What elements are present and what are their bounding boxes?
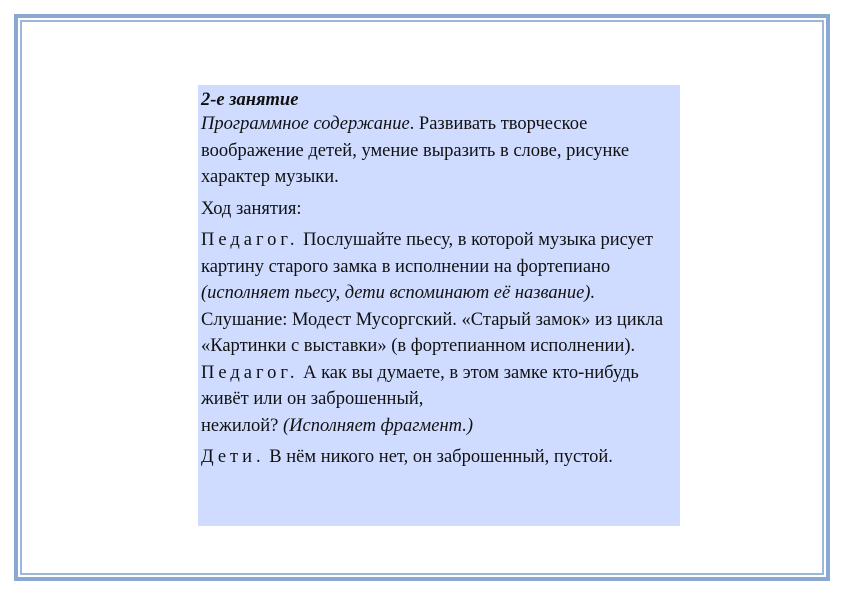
lesson-heading: 2-е занятие xyxy=(201,90,299,110)
lesson-text-box xyxy=(198,85,680,526)
teacher-speaker-1: Педагог. xyxy=(201,230,299,250)
children-text: В нём никого нет, он заброшенный, пустой. xyxy=(264,447,613,467)
teacher-paragraph-1 xyxy=(201,227,676,307)
children-paragraph xyxy=(201,444,676,471)
program-label: Программное содержание xyxy=(201,114,410,134)
program-paragraph xyxy=(201,111,676,191)
teacher-text-2b: нежилой? xyxy=(201,415,284,436)
teacher-text-1: Послушайте пьесу, в которой музыка рисует картину старого замка в исполнении на фортепиано xyxy=(201,230,653,277)
listening-paragraph: Слушание: Модест Мусоргский. «Старый замок» из цикла «Картинки с выставки» (в фортепианном исполнении). xyxy=(201,309,664,356)
teacher-text-2a: А как вы думаете, в этом замке кто-нибудь живёт или он заброшенный, xyxy=(201,362,639,409)
course-label: Ход занятия: xyxy=(201,198,302,219)
program-text: . Развивать творческое воображение детей, умение выразить в слове, рисунке характер музыки. xyxy=(201,114,630,187)
teacher-speaker-2: Педагог. xyxy=(201,362,299,383)
teacher-note-1: (исполняет пьесу, дети вспоминают её название). xyxy=(201,283,596,303)
children-speaker: Дети. xyxy=(201,447,265,467)
teacher-paragraph-2 xyxy=(201,360,676,440)
teacher-note-2: (Исполняет фрагмент.) xyxy=(283,415,474,436)
